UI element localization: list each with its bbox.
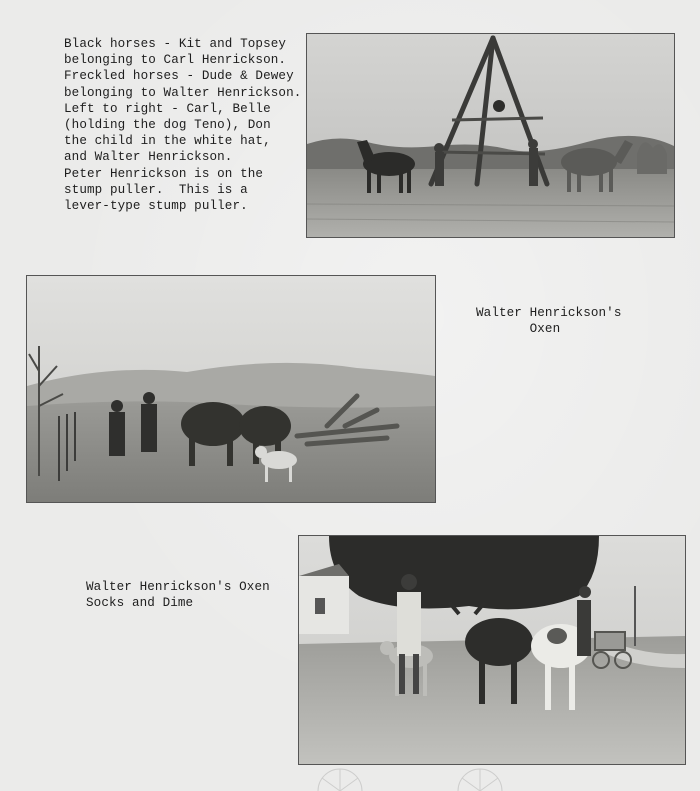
bleed-through-wheel: [300, 760, 540, 791]
photo-walter-oxen: [27, 276, 435, 502]
photo-socks-and-dime: [299, 536, 685, 764]
caption-socks-and-dime: Walter Henrickson's Oxen Socks and Dime: [86, 580, 270, 611]
caption-stump-puller: Black horses - Kit and Topsey belonging to Carl Henrickson. Freckled horses - Dude & Dewey belonging to Walter Henrickson. Left to right - Carl, Belle (holding the dog Teno), Don the child in the white hat, and Walter Henrickson. Peter Henrickson is on the stump puller. This is a lever-type stump puller.: [64, 37, 302, 214]
photo-stump-puller: [307, 34, 674, 237]
caption-walter-oxen: Walter Henrickson's Oxen: [476, 306, 622, 337]
